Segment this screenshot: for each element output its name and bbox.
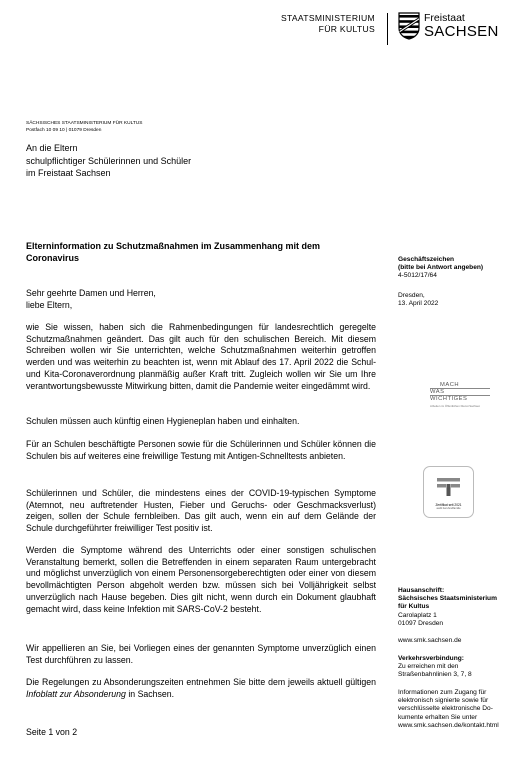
mww-line3: WICHTIGES (430, 396, 468, 402)
paragraph-text-end: in Sachsen. (125, 688, 175, 699)
paragraph-text: Wir appellieren an Sie, bei Vorliegen eines der genannten Symptome unverzüglich einen Test durchführen zu lassen. (26, 643, 376, 665)
sachsen-label: SACHSEN (424, 23, 499, 40)
mww-subtitle: Arbeiten im Öffentlichen Dienst Sachsen (430, 404, 481, 408)
recipient-line2: schulpflichtiger Schülerinnen und Schüler (26, 155, 192, 166)
address-name1: Sächsisches Staatsministerium (398, 595, 497, 603)
address-city: 01097 Dresden (398, 619, 444, 627)
paragraph-6 (26, 643, 376, 666)
city: Dresden, (398, 292, 425, 299)
paragraph-3 (26, 439, 376, 462)
mww-line1: MACH (440, 382, 460, 388)
paragraph-4 (26, 488, 376, 535)
ministry-name (281, 13, 375, 35)
sender-line2: Postfach 10 09 10 | 01079 Dresden (26, 127, 102, 133)
address-label: Hausanschrift: (398, 587, 445, 594)
address-street: Carolaplatz 1 (398, 611, 437, 619)
paragraph-text: wie Sie wissen, haben sich die Rahmenbedingungen für landesrechtlich geregelte Schutzmaßnahmen geändert. Das gilt auch für den schulischen Bereich. Mit diesem Schreiben wollen wir Sie unterrichten, welche Schutzmaßnahmen weiterhin getroffen werden und was weiterhin zu beachten ist, wenn mit Ablauf des 17. April 2022 die Schul- und Kita-Coronaverordnung planmäßig außer Kraft tritt. Zugleich wollen wir Sie um Ihre verantwortungsbewusste Mitwirkung bitten, damit die Pandemie weiter eingedämmt wird. (26, 322, 376, 391)
paragraph-text: Schülerinnen und Schüler, die mindestens eines der COVID-19-typischen Symptome (Atemnot, neu auftretender Husten, Fieber und Geruchs- oder Geschmacksverlust) zeigen, sollen der Schule fernbleiben. Das gilt auch, wenn ein auf dem Gelände der Schule durchgeführter freiwilliger Test positiv ist. (26, 488, 376, 534)
paragraph-text: Schulen müssen auch künftig einen Hygieneplan haben und einhalten. (26, 416, 300, 426)
electronic-access-note (398, 689, 499, 730)
mww-line2: WAS (430, 389, 445, 395)
reference-label: Geschäftszeichen (398, 256, 455, 263)
certificate-icon (434, 475, 463, 499)
recipient-address (26, 142, 191, 180)
certificate-text: Zertifikat seit 2021 (435, 503, 462, 507)
ministry-name-line2: FÜR KULTUS (318, 24, 375, 34)
transport-line2: Straßenbahnlinien 3, 7, 8 (398, 671, 472, 679)
date-block (398, 292, 438, 308)
paragraph-1 (26, 322, 376, 392)
transport-block (398, 655, 472, 680)
infoblatt-link-text: Infoblatt zur Absonderung (26, 688, 126, 699)
salutation-line1: Sehr geehrte Damen und Herren, (26, 288, 156, 298)
contact-link[interactable]: www.smk.sachsen.de/kontakt.html (398, 721, 499, 729)
note-line: elektronisch signierte sowie für (398, 697, 489, 705)
recipient-line1: An die Eltern (26, 143, 78, 153)
saxony-crest-icon (398, 12, 420, 40)
transport-line1: Zu erreichen mit den (398, 663, 459, 671)
address-name2: für Kultus (398, 603, 430, 611)
paragraph-text-start: Die Regelungen zu Absonderungszeiten entnehmen Sie bitte dem jeweils aktuell gültigen (26, 677, 376, 687)
reference-hint: (bitte bei Antwort angeben) (398, 264, 484, 272)
salutation-line2: liebe Eltern, (26, 299, 73, 310)
note-line: verschlüsselte elektronische Do- (398, 705, 493, 713)
website-link[interactable]: www.smk.sachsen.de (398, 637, 462, 644)
letter-date: 13. April 2022 (398, 300, 439, 308)
sender-address (26, 121, 142, 134)
note-line: kumente erhalten Sie unter (398, 713, 478, 721)
salutation (26, 288, 376, 311)
ministry-name-line1: STAATSMINISTERIUM (280, 13, 375, 23)
letter-subject: Elterninformation zu Schutzmaßnahmen im Zusammenhang mit dem Coronavirus (26, 241, 321, 263)
paragraph-text (26, 677, 376, 700)
paragraph-2 (26, 416, 376, 428)
sender-line1: SÄCHSISCHES STAATSMINISTERIUM FÜR KULTUS (26, 121, 143, 126)
note-line: Informationen zum Zugang für (398, 689, 487, 696)
address-block (398, 587, 497, 628)
paragraph-text: Werden die Symptome während des Unterrichts oder einer sonstigen schulischen Veranstaltung bemerkt, sollen die Betreffenden in einem separaten Raum untergebracht und möglichst unverzüglich von einem Personensorgeberechtigten oder einer von diesem bevollmächtigten Person abgeholt werden bzw. müssen sich bei Volljährigkeit selbst unverzüglich nach Hause begeben. Dies gilt nicht, wenn durch ein Dokument glaubhaft gemacht wird, dass keine Infektion mit SARS-CoV-2 besteht. (26, 545, 376, 614)
transport-label: Verkehrsverbindung: (398, 655, 464, 662)
reference-block (398, 256, 483, 281)
paragraph-5 (26, 545, 376, 615)
header-divider (387, 13, 388, 45)
page-number: Seite 1 von 2 (26, 727, 78, 737)
reference-number: 4-5012/17/64 (398, 272, 437, 280)
audit-certificate-badge (423, 466, 474, 518)
certificate-subtext: audit berufundfamilie (436, 507, 461, 510)
paragraph-text: Für an Schulen beschäftigte Personen sowie für die Schülerinnen und Schüler können die Schulen bis auf weiteres eine freiwillige Testung mit Antigen-Schnelltests anbieten. (26, 439, 376, 461)
paragraph-7 (26, 677, 376, 700)
freistaat-label: Freistaat (424, 12, 465, 24)
mach-was-wichtiges-logo (430, 382, 490, 408)
recipient-line3: im Freistaat Sachsen (26, 168, 111, 178)
